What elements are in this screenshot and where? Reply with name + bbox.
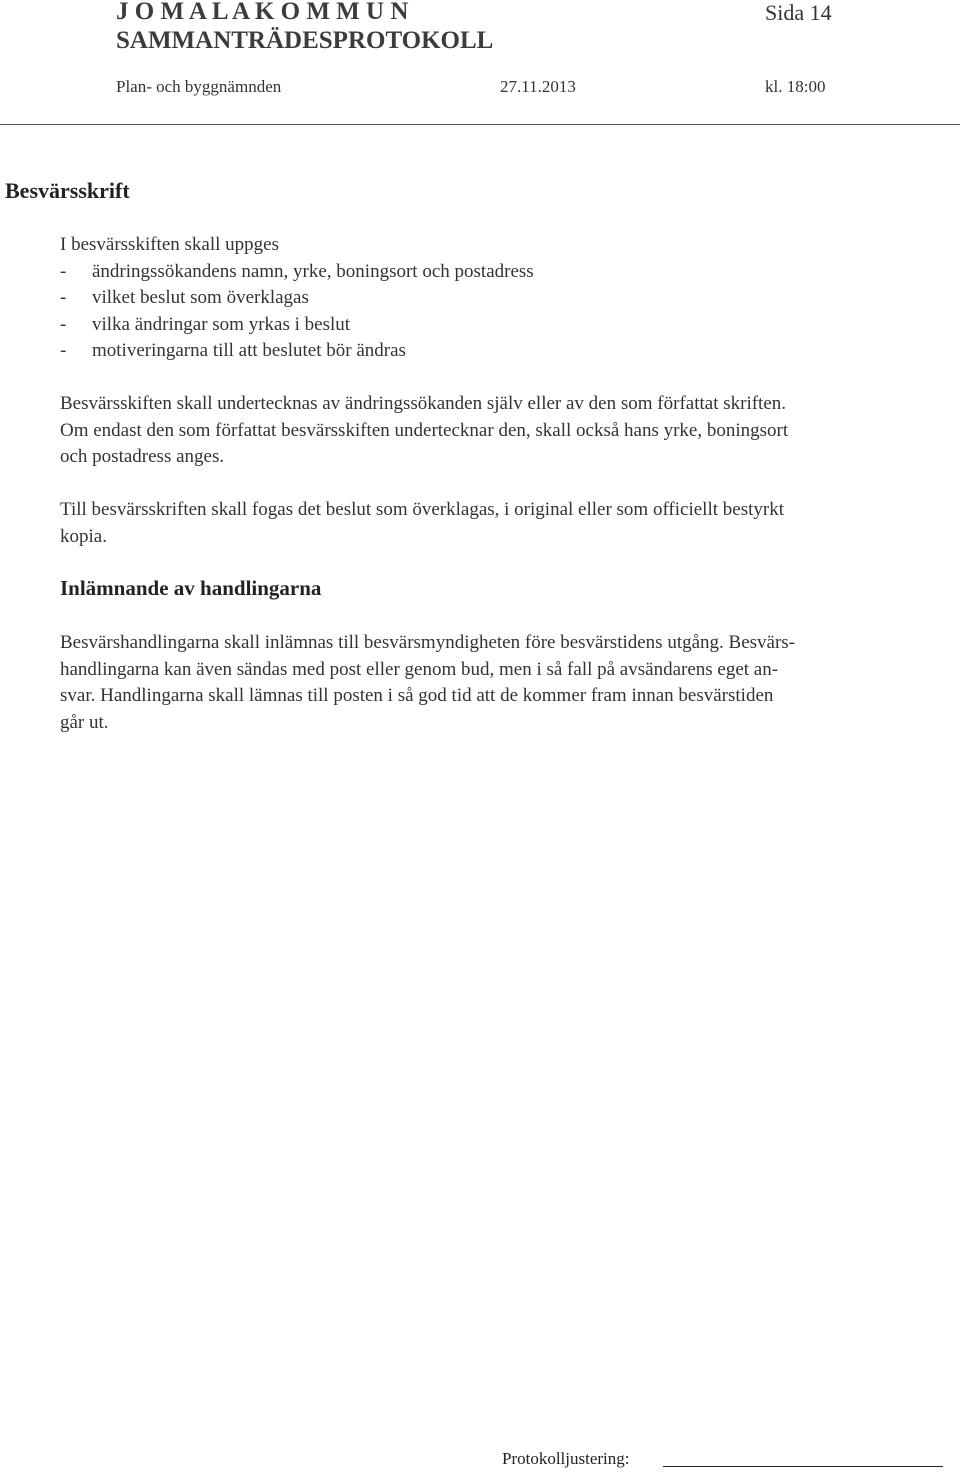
signature-paragraph: Besvärsskiften skall undertecknas av ändringssökanden själv eller av den som författat skriften. Om endast den som författat besvärsskiften undertecknar den, skall också hans yrke, boningsort och postadress anges. [60,393,789,467]
meeting-date: 27.11.2013 [500,77,576,96]
section-heading: Besvärsskrift [5,178,130,203]
protocol-check-label: Protokolljustering: [502,1449,630,1468]
list-item: - ändringssökandens namn, yrke, boningsort och postadress [60,260,534,282]
list-intro: I besvärsskiften skall uppges [60,234,279,255]
list-item: - vilket beslut som överklagas [60,287,309,308]
attachment-paragraph: Till besvärsskriften skall fogas det beslut som överklagas, i original eller som officiellt bestyrkt kopia. [60,499,784,547]
signature-line [663,1466,943,1467]
page-number: Sida 14 [765,0,832,25]
committee-name: Plan- och byggnämnden [116,77,282,96]
requirements-list [60,232,534,365]
list-item: - vilka ändringar som yrkas i beslut [60,313,351,335]
submission-heading: Inlämnande av handlingarna [60,576,322,600]
submission-paragraph: Besvärshandlingarna skall inlämnas till besvärsmyndigheten före besvärstidens utgång. Besvärs- handlingarna kan även sändas med post eller genom bud, men i så fall på avsändarens eget an- svar. Handlingarna skall lämnas till posten i så god tid att de kommer fram innan besvärstiden går ut. [60,632,796,733]
header-divider [0,124,960,125]
meeting-time: kl. 18:00 [765,77,826,96]
document-type: SAMMANTRÄDESPROTOKOLL [116,27,494,54]
organization-name: J O M A L A K O M M U N [116,0,409,25]
list-item: - motiveringarna till att beslutet bör ändras [60,340,406,361]
